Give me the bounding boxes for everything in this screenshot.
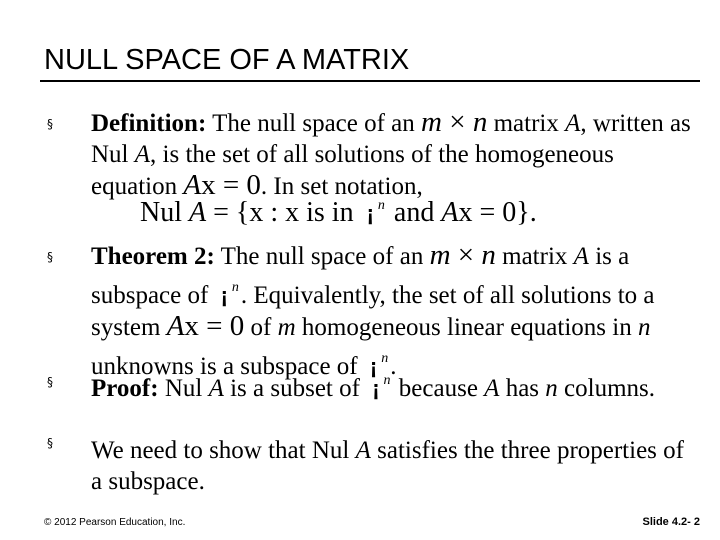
theorem-label: Theorem 2:: [91, 243, 215, 270]
math-var: n: [472, 106, 488, 138]
text-run: matrix: [487, 110, 566, 137]
matrix-symbol: A: [565, 110, 581, 137]
exponent: n: [381, 350, 389, 366]
math-var: A: [166, 310, 185, 342]
text-run: The null space of an: [206, 110, 422, 137]
copyright-notice: © 2012 Pearson Education, Inc.: [44, 517, 186, 528]
exponent: n: [231, 279, 239, 295]
text-run: satisfies the three properties of a subspace.: [91, 437, 684, 495]
bullet-marker: §: [47, 250, 53, 264]
math-expr: and: [386, 197, 442, 228]
math-op: Nul: [140, 197, 189, 228]
bullet-marker: §: [47, 375, 53, 389]
conclusion-paragraph: [91, 436, 701, 497]
text-run: Nul: [158, 375, 209, 402]
dimension-math: [430, 239, 496, 271]
text-run: , is the set of all solutions of the homogeneous equation: [91, 140, 614, 200]
math-expr: x = 0: [201, 169, 261, 201]
definition-paragraph: [91, 107, 701, 203]
text-run: homogeneous linear equations in: [295, 314, 638, 341]
math-var: A: [183, 169, 202, 201]
text-run: is a subspace of: [91, 243, 630, 309]
math-expr: x = 0}: [458, 197, 530, 228]
real-space-symbol: [372, 366, 390, 405]
math-var: n: [637, 314, 651, 341]
dimension-math: [421, 106, 487, 138]
text-run: . In set notation,: [260, 173, 423, 200]
text-run: of: [244, 314, 278, 341]
set-notation-display: [140, 197, 537, 229]
bullet-marker: §: [47, 117, 53, 131]
matrix-symbol: A: [484, 375, 500, 402]
math-expr: x = 0: [184, 310, 245, 342]
math-var: m: [277, 314, 296, 341]
proof-paragraph: [91, 366, 701, 405]
text-run: The null space of an: [214, 243, 430, 270]
bullet-marker: §: [47, 436, 53, 450]
math-var: n: [545, 375, 558, 402]
slide-number: Slide 4.2- 2: [642, 516, 700, 528]
text-run: We need to show that Nul: [91, 437, 356, 464]
math-expr: = {x : x is in: [206, 197, 361, 228]
real-space-symbol: [367, 198, 385, 227]
glyph: ¡: [372, 376, 380, 401]
real-space-symbol: [221, 273, 239, 312]
matrix-symbol: A: [134, 140, 151, 168]
text-run: unknowns is a subspace of: [91, 352, 364, 380]
text-run: matrix: [495, 243, 574, 270]
math-expr: .: [529, 197, 537, 228]
equation-math: [167, 310, 245, 342]
text-run: . Equivalently, the set of all solutions to a system: [91, 281, 655, 341]
text-run: , written as Nul: [91, 110, 691, 168]
text-run: because: [392, 375, 485, 402]
text-run: .: [390, 352, 397, 380]
math-var: A: [189, 197, 207, 228]
text-run: has: [499, 375, 546, 402]
slide-title: NULL SPACE OF A MATRIX: [44, 44, 410, 76]
text-run: columns.: [557, 375, 655, 402]
glyph: ¡: [369, 353, 378, 379]
math-op: ×: [450, 239, 482, 271]
title-underline: [40, 80, 700, 82]
exponent: n: [377, 198, 385, 213]
text-run: is a subset of: [223, 375, 367, 402]
definition-label: Definition:: [91, 110, 207, 137]
proof-label: Proof:: [91, 375, 159, 402]
math-op: ×: [441, 106, 473, 138]
math-var: A: [441, 197, 459, 228]
matrix-symbol: A: [355, 437, 371, 464]
glyph: ¡: [366, 201, 374, 226]
math-var: n: [481, 239, 496, 271]
matrix-symbol: A: [208, 375, 224, 402]
glyph: ¡: [220, 282, 228, 308]
exponent: n: [383, 373, 391, 388]
math-var: m: [429, 239, 451, 271]
matrix-symbol: A: [573, 243, 589, 270]
theorem-paragraph: [91, 240, 701, 382]
math-var: m: [421, 106, 442, 138]
